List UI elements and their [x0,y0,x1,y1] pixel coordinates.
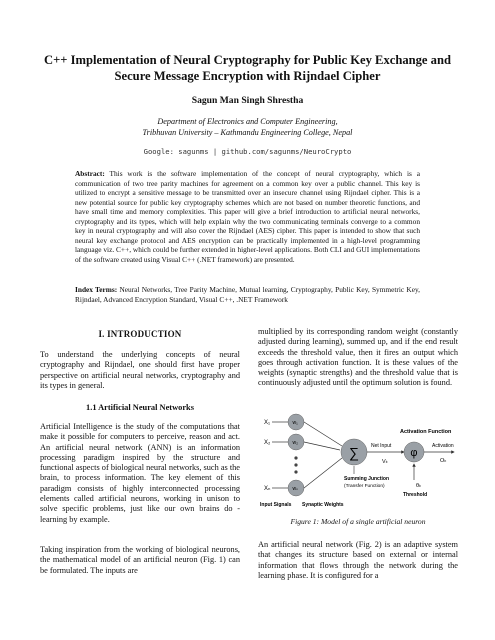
transfer-function-label: (Transfer Function) [344,484,385,489]
ok-label: Oₖ [440,458,447,464]
index-terms-text: Neural Networks, Tree Parity Machine, Mutual learning, Cryptography, Public Key, Symmetric Key, Rijndael, Advanced Encryption Standard, Visual C++, .NET Framework [75,285,421,304]
ann-text-2: Taking inspiration from the working of biological neurons, the mathematical model of an artificial neuron (Fig. 1) can be formulated. The inputs are [40,545,240,575]
weight-w2-label: w₂ [292,440,299,446]
activation-output-label: Activation [432,443,454,449]
right-paragraph-1 [258,327,458,389]
weight-w1-label: w₁ [292,420,298,426]
section-heading-introduction: I. INTRODUCTION [98,329,182,339]
input-signals-label: Input Signals [260,502,292,508]
right-text-1: multiplied by its corresponding random weight (constantly adjusted during learning), summed up, and if the end result exceeds the threshold value, then it fires an output which goes through activation function. It is these values of the weights (synaptic strengths) and the threshold value that is continuously adjusted until the optimum solution is found. [258,327,458,388]
abstract-text: This work is the software implementation of the concept of neural cryptography, which is a communication of two tree parity machines for agreement on a common key over a public channel. This key is utilized to encrypt a sensitive message to be transmitted over an insecure channel using Rijndael cipher. This is a new potential source for public key cryptography schemes which are not based on number theoretic functions, and have small time and memory complexities. This paper will give a brief introduction to artificial neural networks, cryptography and its types, which will help explain why the two communicating terminals converge to a common key in neural cryptography and will also cover the Rijndael (AES) cipher. This paper is intended to show that such neural key exchange protocol and AES encryption can be practically implemented in a high-level programming language viz. C++, which could be further extended in higher-level applications. Both CLI and GUI implementations of the software created using Visual C++ (.NET framework) are presented. [75,169,420,264]
figure-caption: Figure 1: Model of a single artificial neuron [290,517,426,526]
ann-paragraph-2 [40,545,240,576]
theta-label: θₖ [416,483,422,489]
index-terms-label: Index Terms: [75,285,118,294]
net-input-label: Net Input [371,443,392,449]
affiliation [40,116,455,138]
paper-title: C++ Implementation of Neural Cryptography for Public Key Exchange and Secure Message Encryption with Rijndael Cipher [44,53,451,83]
right-text-2: An artificial neural network (Fig. 2) is an adaptive system that changes its structure based on external or internal information that flows through the network during the learning phase. It is configured for a [258,540,458,580]
affiliation-department: Department of Electronics and Computer Engineering, [157,117,338,126]
contact-line: Google: sagunms | github.com/sagunms/NeuroCrypto [143,147,352,156]
connection-line [304,458,342,488]
input-x1-label: X₁ [264,420,271,426]
affiliation-university: Tribhuvan University – Kathmandu Engineering College, Nepal [142,128,353,137]
activation-function-label: Activation Function [400,429,452,435]
vk-label: Vₖ [382,459,389,465]
summing-junction-label: Summing Junction [344,476,389,482]
abstract [75,169,420,264]
abstract-label: Abstract: [75,169,105,178]
input-x2-label: X₂ [264,440,271,446]
threshold-label: Threshold [403,492,428,498]
ellipsis-dot [294,463,297,466]
input-xn-label: Xₙ [264,486,271,492]
index-terms [75,285,420,304]
connection-line [304,422,342,446]
right-paragraph-2 [258,540,458,581]
author-name: Sagun Man Singh Shrestha [191,95,304,106]
intro-paragraph [40,350,240,391]
synaptic-weights-label: Synaptic Weights [302,502,344,508]
ann-paragraph-1 [40,422,240,525]
neuron-model-figure [258,410,458,510]
weight-wn-label: wₙ [292,486,299,492]
ellipsis-dot [294,470,297,473]
sum-symbol: ∑ [349,444,359,461]
intro-text: To understand the underlying concepts of neural cryptography and Rijndael, one should first have proper perspective on artificial neural networks, cryptography and its types in general. [40,350,240,390]
ann-text-1: Artificial Intelligence is the study of the computations that make it possible for computers to perceive, reason and act. An artificial neural network (ANN) is an information processing paradigm inspired by the structure and functional aspects of biological neural networks, such as the brain, to process information. The key element of this paradigm consists of highly interconnected processing elements called artificial neurons, working in unison to solve specific problems, just like our own brains do - learning by example. [40,422,240,524]
activation-symbol: φ [410,447,418,459]
ellipsis-dot [294,456,297,459]
subsection-heading-ann: 1.1 Artificial Neural Networks [86,403,194,412]
connection-line [304,442,340,450]
